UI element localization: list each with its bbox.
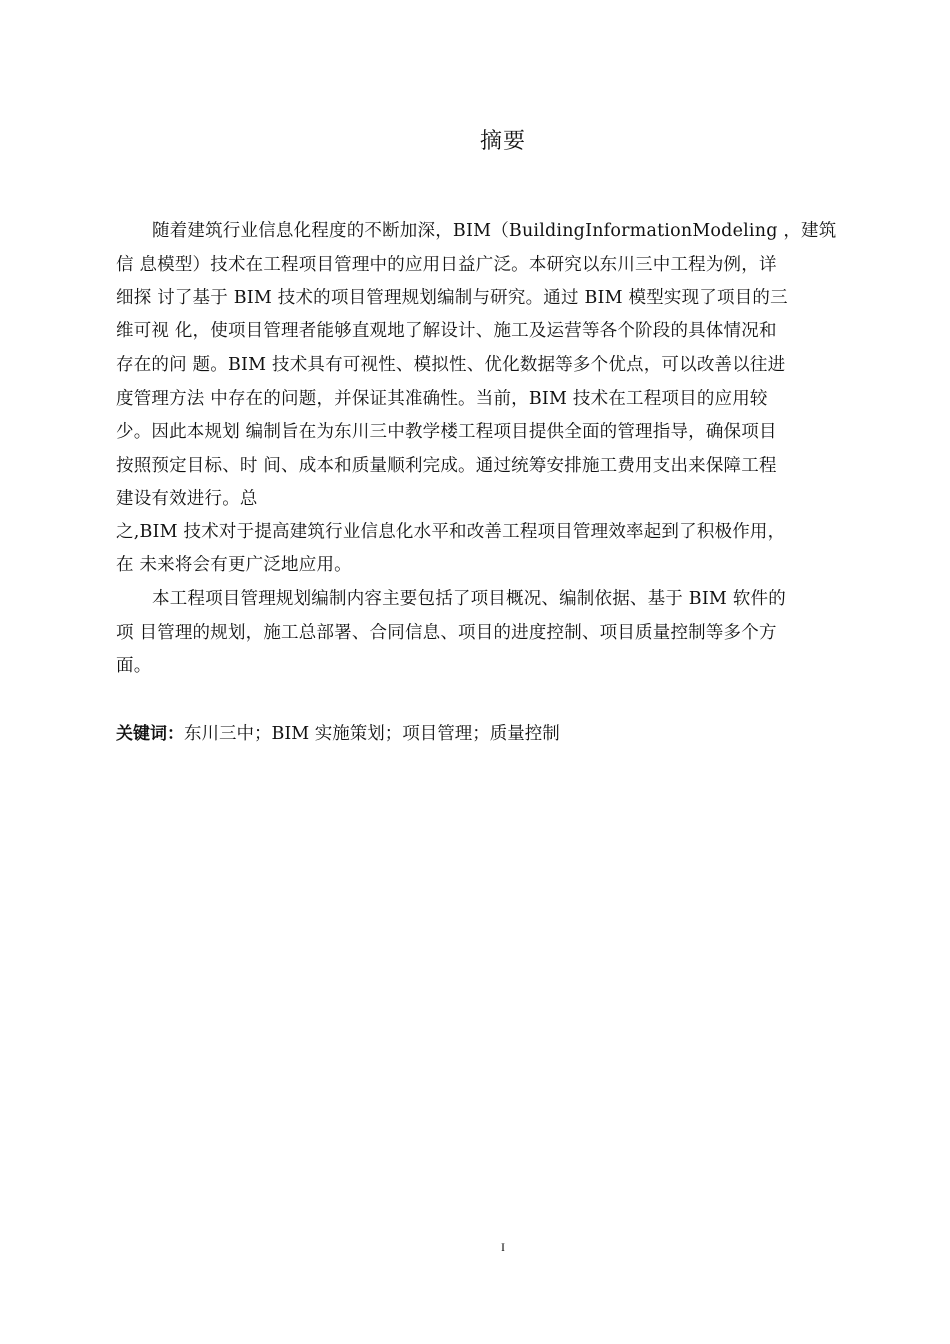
abstract-line: 信 息模型）技术在工程项目管理中的应用日益广泛。本研究以东川三中工程为例，详 — [116, 255, 777, 275]
keywords-line — [116, 722, 560, 746]
abstract-line: 随着建筑行业信息化程度的不断加深，BIM（BuildingInformationModeling ，建筑 — [152, 221, 837, 241]
abstract-line: 度管理方法 中存在的问题，并保证其准确性。当前，BIM 技术在工程项目的应用较 — [116, 389, 768, 409]
abstract-line: 按照预定目标、时 间、成本和质量顺利完成。通过统筹安排施工费用支出来保障工程 — [116, 456, 777, 476]
abstract-line: 存在的问 题。BIM 技术具有可视性、模拟性、优化数据等多个优点，可以改善以往进 — [116, 355, 786, 375]
keywords-text: 东川三中；BIM 实施策划；项目管理；质量控制 — [184, 724, 560, 744]
page-number: I — [501, 1240, 505, 1254]
abstract-line: 之,BIM 技术对于提高建筑行业信息化水平和改善工程项目管理效率起到了积极作用， — [116, 522, 786, 542]
abstract-line: 面。 — [116, 656, 152, 676]
abstract-line: 项 目管理的规划，施工总部署、合同信息、项目的进度控制、项目质量控制等多个方 — [116, 623, 777, 643]
abstract-line: 在 未来将会有更广泛地应用。 — [116, 555, 352, 575]
abstract-line: 建设有效进行。总 — [116, 489, 258, 509]
abstract-line: 本工程项目管理规划编制内容主要包括了项目概况、编制依据、基于 BIM 软件的 — [152, 589, 786, 609]
abstract-line: 少。因此本规划 编制旨在为东川三中教学楼工程项目提供全面的管理指导，确保项目 — [116, 422, 777, 442]
page-title: 摘要 — [479, 129, 526, 154]
abstract-line: 维可视 化，使项目管理者能够直观地了解设计、施工及运营等各个阶段的具体情况和 — [116, 321, 777, 341]
keywords-label: 关键词： — [116, 724, 184, 744]
abstract-line: 细探 讨了基于 BIM 技术的项目管理规划编制与研究。通过 BIM 模型实现了项目的三 — [116, 288, 788, 308]
